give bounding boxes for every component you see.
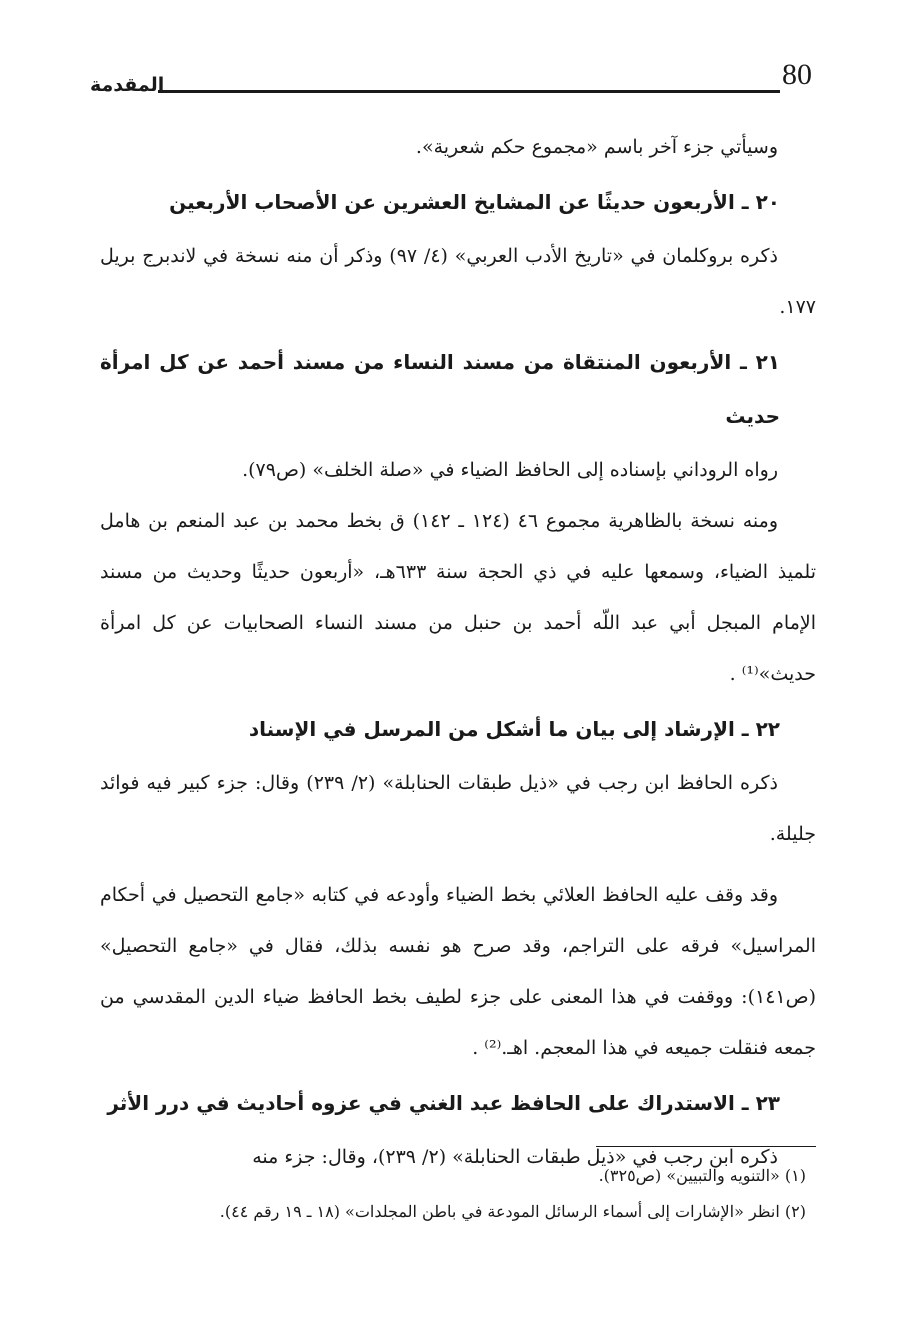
section-heading-23: ٢٣ ـ الاستدراك على الحافظ عبد الغني في عزوه أحاديث في درر الأثر xyxy=(107,1091,780,1115)
footnote-1: (١) «التنويه والتبيين» (ص٣٢٥). xyxy=(598,1166,806,1185)
page-header xyxy=(90,58,820,102)
running-title: المقدمة xyxy=(90,74,165,96)
section-heading-20: ٢٠ ـ الأربعون حديثًا عن المشايخ العشرين عن الأصحاب الأربعين xyxy=(169,190,780,214)
paragraph-23: ذكره ابن رجب في «ذيل طبقات الحنابلة» (٢/ ٢٣٩)، وقال: جزء منه xyxy=(252,1146,778,1168)
paragraph-21-b: ومنه نسخة بالظاهرية مجموع ٤٦ (١٢٤ ـ ١٤٢) ق بخط محمد بن عبد المنعم بن هامل تلميذ الضياء، وسمعها عليه في ذي الحجة سنة ٦٣٣هـ، «أربعون حديثًا وحديث من مسند الإمام المبجل أبي عبد اللّه أحمد بن حنبل من مسند النساء الصحابيات عن كل امرأة حديث»⁽¹⁾ . xyxy=(100,510,816,685)
paragraph-21-a: رواه الروداني بإسناده إلى الحافظ الضياء في «صلة الخلف» (ص٧٩). xyxy=(242,459,778,481)
page-body xyxy=(100,122,816,1183)
footnote-separator xyxy=(596,1146,816,1147)
section-heading-22: ٢٢ ـ الإرشاد إلى بيان ما أشكل من المرسل في الإسناد xyxy=(248,717,780,741)
section-heading-21: ٢١ ـ الأربعون المنتقاة من مسند النساء من مسند أحمد عن كل امرأة حديث xyxy=(100,350,780,428)
paragraph-gap xyxy=(100,860,816,870)
footnotes xyxy=(100,1158,816,1230)
footnote-2: (٢) انظر «الإشارات إلى أسماء الرسائل المودعة في باطن المجلدات» (١٨ ـ ١٩ رقم ٤٤). xyxy=(219,1202,806,1221)
paragraph-22-b: وقد وقف عليه الحافظ العلائي بخط الضياء وأودعه في كتابه «جامع التحصيل في أحكام المراسيل» فرقه على التراجم، وقد صرح هو نفسه بذلك، فقال في «جامع التحصيل» (ص١٤١): ووقفت في هذا المعنى على جزء لطيف بخط الحافظ ضياء الدين المقدسي من جمعه فنقلت جميعه في هذا المعجم. اهـ.⁽²⁾ . xyxy=(100,884,816,1059)
paragraph-22-a: ذكره الحافظ ابن رجب في «ذيل طبقات الحنابلة» (٢/ ٢٣٩) وقال: جزء كبير فيه فوائد جليلة. xyxy=(100,772,816,845)
paragraph-20: ذكره بروكلمان في «تاريخ الأدب العربي» (٤/ ٩٧) وذكر أن منه نسخة في لاندبرج بريل ١٧٧. xyxy=(100,245,816,318)
page-number: 80 xyxy=(782,58,812,91)
header-rule xyxy=(158,90,780,93)
paragraph-intro: وسيأتي جزء آخر باسم «مجموع حكم شعرية». xyxy=(415,136,778,158)
